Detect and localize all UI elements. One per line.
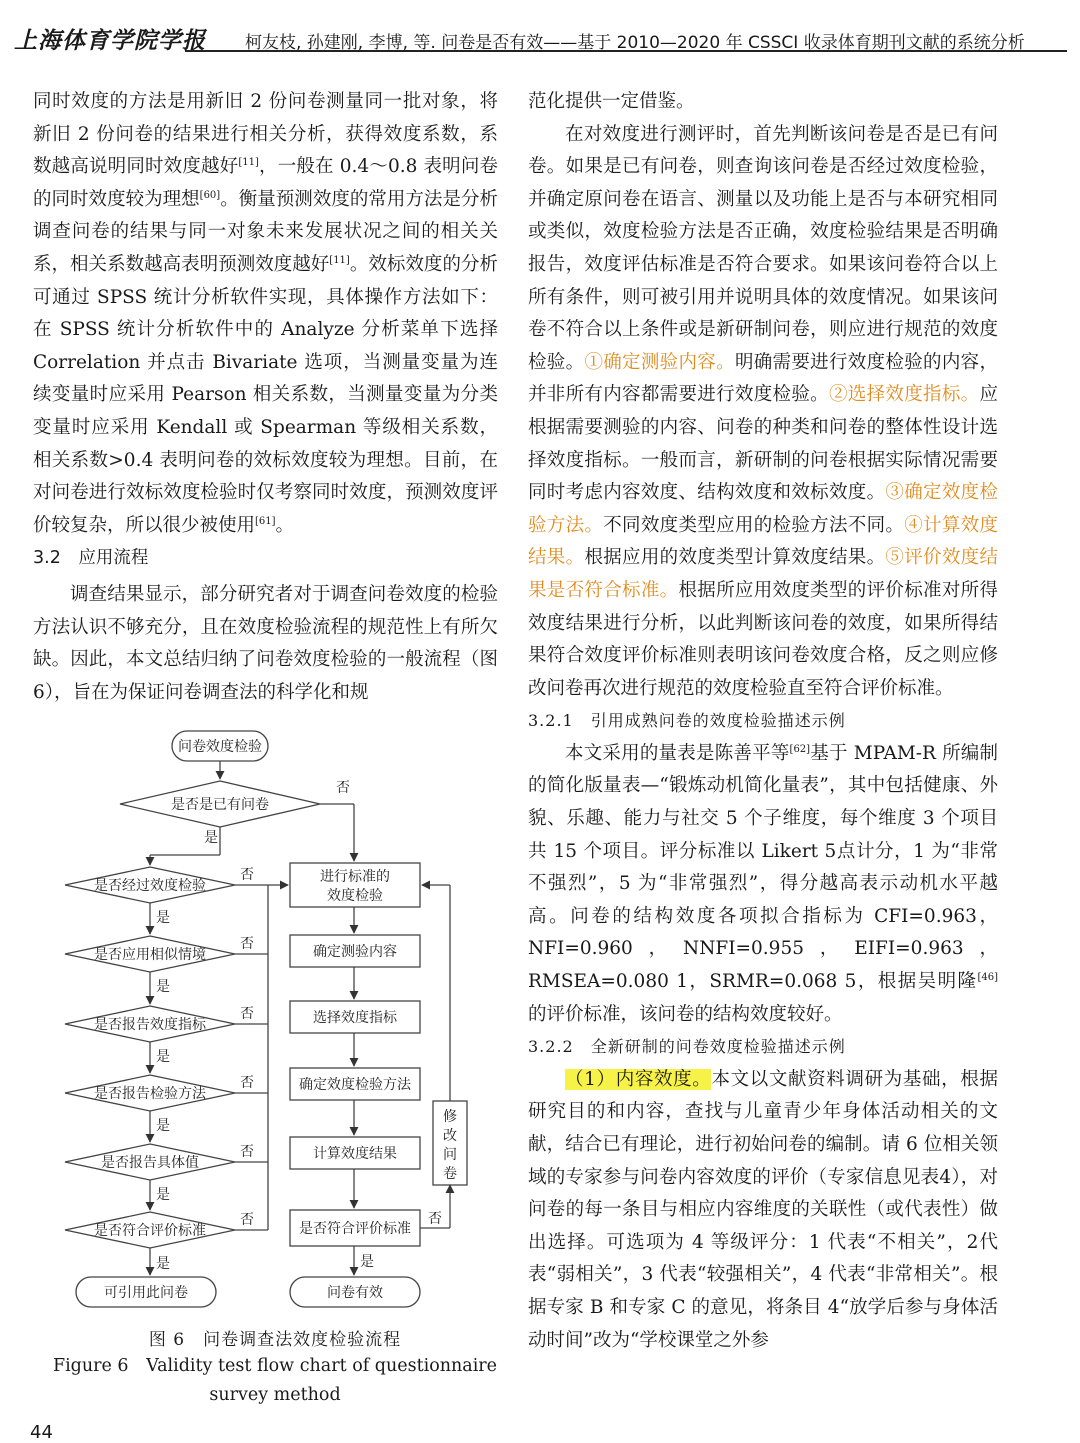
flow-q1-label: 是否是已有问卷	[171, 797, 269, 813]
flow-q5-label: 是否报告检验方法	[94, 1086, 206, 1102]
flow-no-label: 否	[428, 1211, 442, 1227]
highlight-step: ②选择效度指标。	[828, 384, 980, 406]
flow-yes-label: 是	[156, 1256, 170, 1272]
citation: [62]	[789, 743, 811, 755]
flow-no-label: 否	[240, 1006, 254, 1022]
citation: [60]	[199, 189, 221, 201]
paragraph: 同时效度的方法是用新旧 2 份问卷测量同一批对象，将新旧 2 份问卷的结果进行相关分析，获得效度系数，系数越高说明同时效度越好[11]，一般在 0.4～0.8 表明问卷的同时效度较为理想[60]。衡量预测效度的常用方法是分析调查问卷的结果与同一对象未来发展状况之间的相关关系，相关系数越高表明预测效度越好[11]。效标效度的分析可通过 SPSS 统计分析软件实现，具体操作方法如下：在 SPSS 统计分析软件中的 Analyze 分析菜单下选择 Correlation 并点击 Bivariate 选项，当测量变量为连续变量时应采用 Pearson 相关系数，当测量变量为分类变量时应采用 Kendall 或 Spearman 等级相关系数，相关系数>0.4 表明问卷的效标效度较为理想。目前，在对问卷进行效标效度检验时仅考察同时效度，预测效度评价较复杂，所以很少被使用[61]。	[33, 91, 498, 536]
flow-q2-label: 是否经过效度检验	[94, 878, 206, 894]
figure-caption-en-line: Figure 6 Validity test flow chart of questionnaire	[52, 1356, 498, 1376]
flow-q3-label: 是否应用相似情境	[94, 947, 206, 963]
flow-revise-char: 问	[443, 1147, 457, 1163]
figure-caption-cn: 图 6 问卷调查法效度检验流程	[148, 1330, 402, 1350]
flow-r1b-label: 效度检验	[327, 888, 383, 904]
section-heading-3-2: 3.2 应用流程	[33, 548, 149, 569]
flow-q7-label: 是否符合评价标准	[94, 1223, 206, 1239]
flow-yes-label: 是	[156, 979, 170, 995]
flow-no-label: 否	[240, 1212, 254, 1228]
flow-r4-label: 确定效度检验方法	[299, 1077, 411, 1093]
citation: [11]	[238, 157, 259, 169]
flow-r1-label: 进行标准的	[320, 869, 390, 885]
flow-revise-char: 改	[443, 1128, 457, 1144]
flow-q4-label: 是否报告效度指标	[94, 1017, 206, 1033]
subsection-heading-3-2-1: 3.2.1 引用成熟问卷的效度检验描述示例	[528, 711, 846, 731]
citation: [61]	[255, 515, 276, 527]
flow-q6-label: 是否报告具体值	[101, 1155, 199, 1171]
journal-name: 上海体育学院学报	[14, 27, 206, 54]
figure-caption-en-line: survey method	[209, 1385, 341, 1405]
flowchart	[40, 725, 510, 1325]
left-column	[33, 86, 498, 709]
highlight-step: ①确定测验内容。	[584, 351, 735, 373]
flow-yes-label: 是	[156, 1187, 170, 1203]
flow-yes-label: 是	[156, 910, 170, 926]
subsection-heading-3-2-2: 3.2.2 全新研制的问卷效度检验描述示例	[528, 1037, 846, 1057]
header-rule	[185, 50, 1067, 52]
flow-yes-label: 是	[360, 1254, 374, 1270]
flow-no-label: 否	[240, 936, 254, 952]
page-header	[0, 0, 1080, 58]
paragraph: （1）内容效度。本文以文献资料调研为基础，根据研究目的和内容，查找与儿童青少年身体活动相关的文献，结合已有理论，进行初始问卷的编制。请 6 位相关领域的专家参与问卷内容效度的评价（专家信息见表4），对问卷的每一条目与相应内容维度的关联性（或代表性）做出选择。可选项为 4 等级评分：1 代表“不相关”，2代表“弱相关”，3 代表“较强相关”，4 代表“非常相关”。根据专家 B 和专家 C 的意见，将条目 4“放学后参与身体活动时间”改为“学校课堂之外参	[528, 1068, 998, 1351]
flow-r2-label: 确定测验内容	[313, 944, 397, 960]
flow-no-label: 否	[336, 780, 350, 796]
flow-end-left-label: 可引用此问卷	[104, 1285, 188, 1301]
flow-end-right-label: 问卷有效	[327, 1285, 383, 1301]
figure-caption-en	[40, 1352, 510, 1410]
citation: [46]	[977, 971, 998, 983]
flow-no-label: 否	[240, 867, 254, 883]
flow-yes-label: 是	[204, 830, 218, 846]
paragraph: 本文采用的量表是陈善平等[62]基于 MPAM-R 所编制的简化版量表—“锻炼动机简化量表”，其中包括健康、外貌、乐趣、能力与社交 5 个子维度，每个维度 3 个项目共 15 个项目。评分标准以 Likert 5点计分，1 为“非常不强烈”，5 为“非常强烈”，得分越高表示动机水平越高。问卷的结构效度各项拟合指标为 CFI=0.963，NFI=0.960，NNFI=0.955，EIFI=0.963，RMSEA=0.080 1，SRMR=0.068 5，根据吴明隆[46]的评价标准，该问卷的结构效度较好。	[528, 742, 998, 1025]
highlight-step: ④计算效度结果。	[528, 514, 998, 569]
flow-r3-label: 选择效度指标	[313, 1010, 397, 1026]
flow-revise-char: 修	[443, 1109, 457, 1125]
highlight-step: ③确定效度检验方法。	[528, 482, 998, 536]
flow-revise-char: 卷	[443, 1166, 457, 1182]
flow-no-label: 否	[240, 1075, 254, 1091]
paragraph: 在对效度进行测评时，首先判断该问卷是否是已有问卷。如果是已有问卷，则查询该问卷是否经过效度检验，并确定原问卷在语言、测量以及功能上是否与本研究相同或类似，效度检验方法是否正确，效度检验结果是否明确报告，效度评估标准是否符合要求。如果该问卷符合以上所有条件，则可被引用并说明具体的效度情况。如果该问卷不符合以上条件或是新研制问卷，则应进行规范的效度检验。①确定测验内容。明确需要进行效度检验的内容，并非所有内容都需要进行效度检验。②选择效度指标。应根据需要测验的内容、问卷的种类和问卷的整体性设计选择效度指标。一般而言，新研制的问卷根据实际情况需要同时考虑内容效度、结构效度和效标效度。③确定效度检验方法。不同效度类型应用的检验方法不同。④计算效度结果。根据应用的效度类型计算效度结果。⑤评价效度结果是否符合标准。根据所应用效度类型的评价标准对所得效度结果进行分析，以此判断该问卷的效度，如果所得结果符合效度评价标准则表明该问卷效度合格，反之则应修改问卷再次进行规范的效度检验直至符合评价标准。	[528, 123, 998, 699]
paragraph: 范化提供一定借鉴。	[528, 91, 695, 112]
flow-no-label: 否	[240, 1144, 254, 1160]
flow-r6-label: 是否符合评价标准	[299, 1221, 411, 1237]
citation: [11]	[329, 254, 350, 266]
right-column	[528, 86, 998, 1357]
flow-r5-label: 计算效度结果	[313, 1146, 397, 1162]
page-number: 44	[30, 1422, 53, 1443]
running-head: 柯友枝, 孙建刚, 李博, 等. 问卷是否有效——基于 2010—2020 年 CSSCI 收录体育期刊文献的系统分析	[245, 33, 1025, 53]
paragraph: 调查结果显示，部分研究者对于调查问卷效度的检验方法认识不够充分，且在效度检验流程的规范性上有所欠缺。因此，本文总结归纳了问卷效度检验的一般流程（图6），旨在为保证问卷调查法的科学化和规	[33, 583, 498, 703]
highlighted-text: （1）内容效度。	[565, 1068, 712, 1090]
flow-yes-label: 是	[156, 1049, 170, 1065]
highlight-step: ⑤评价效度结果是否符合标准。	[528, 547, 998, 601]
flow-yes-label: 是	[156, 1118, 170, 1134]
flow-start-label: 问卷效度检验	[178, 739, 262, 755]
